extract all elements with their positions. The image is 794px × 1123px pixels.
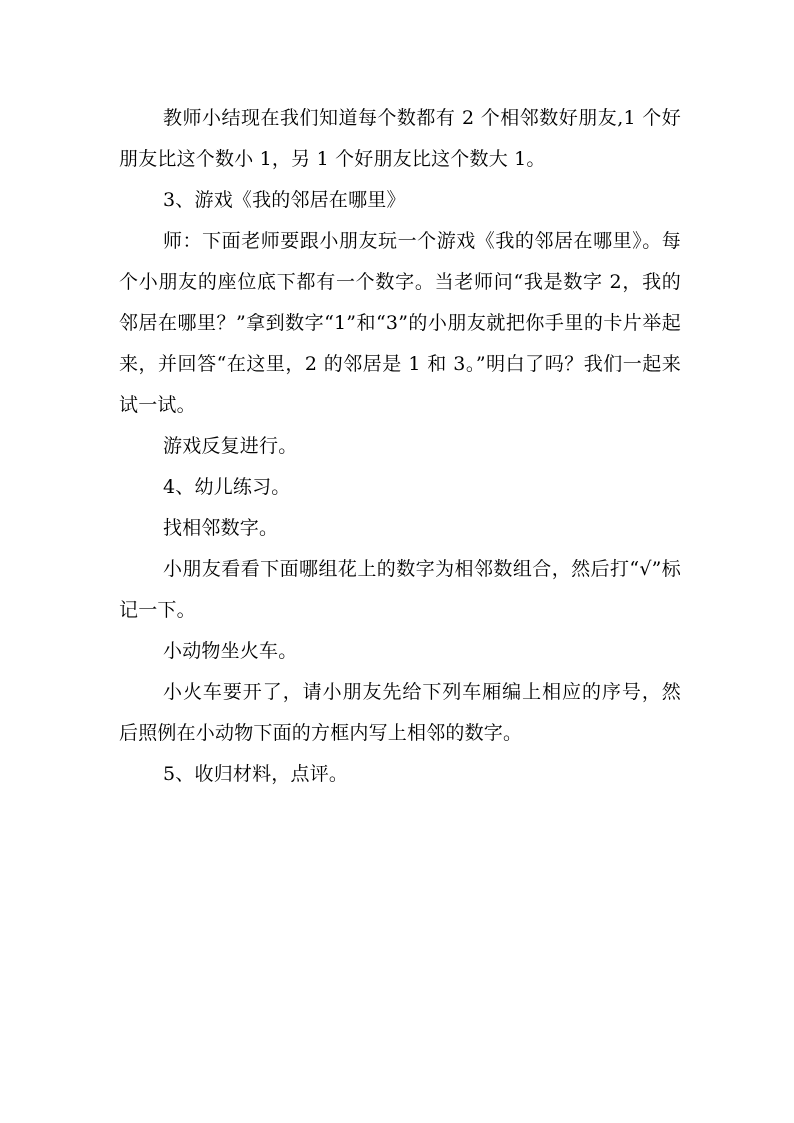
paragraph-game-instructions: 师：下面老师要跟小朋友玩一个游戏《我的邻居在哪里》。每个小朋友的座位底下都有一个数字。当老师问“我是数字 2，我的邻居在哪里？”拿到数字“1”和“3”的小朋友就把你手里的卡片举起来，并回答“在这里，2 的邻居是 1 和 3。”明白了吗？我们一起来试一试。 (119, 230, 681, 416)
paragraph-flower-task: 小朋友看看下面哪组花上的数字为相邻数组合，然后打“√”标记一下。 (119, 558, 681, 621)
paragraph-practice-heading: 4、幼儿练习。 (163, 476, 291, 498)
paragraph-train-title: 小动物坐火车。 (163, 640, 298, 662)
paragraph-find-adjacent: 找相邻数字。 (163, 517, 279, 539)
paragraph-game-repeat: 游戏反复进行。 (163, 435, 298, 457)
paragraph-train-task: 小火车要开了，请小朋友先给下列车厢编上相应的序号，然后照例在小动物下面的方框内写上相邻的数字。 (119, 681, 681, 744)
paragraph-collect-materials: 5、收归材料，点评。 (163, 763, 349, 785)
document-body (119, 98, 681, 795)
paragraph-teacher-summary: 教师小结现在我们知道每个数都有 2 个相邻数好朋友,1 个好朋友比这个数小 1，另 1 个好朋友比这个数大 1。 (119, 107, 681, 170)
paragraph-game-heading: 3、游戏《我的邻居在哪里》 (163, 189, 406, 211)
